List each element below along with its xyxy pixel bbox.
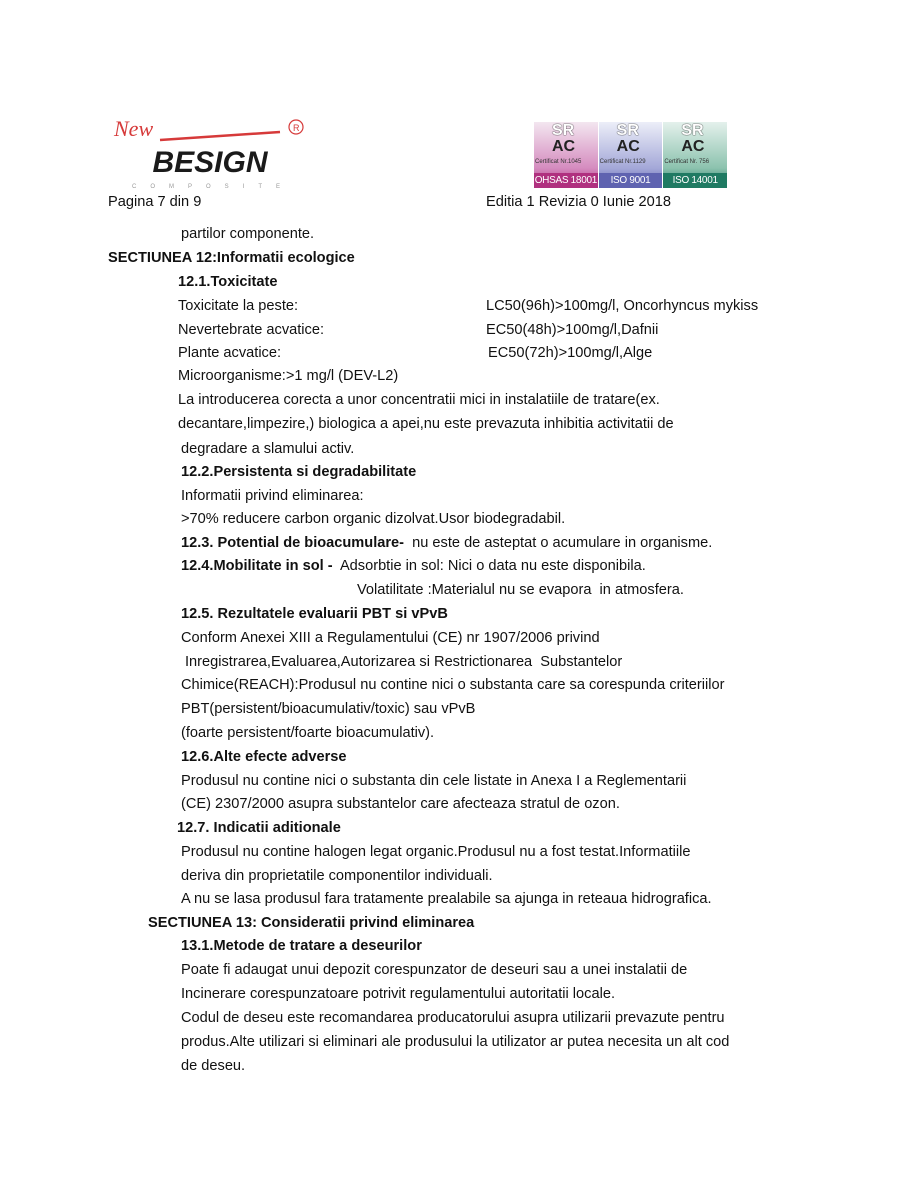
text-line: A nu se lasa produsul fara tratamente prealabile sa ajunga in reteaua hidrografica. xyxy=(181,891,712,907)
tox-value: LC50(96h)>100mg/l, Oncorhyncus mykiss xyxy=(486,298,759,314)
section-heading: SECTIUNEA 13: Consideratii privind eliminarea xyxy=(148,915,475,931)
text-line: Volatilitate :Materialul nu se evapora in atmosfera. xyxy=(357,582,684,598)
text-line: Incinerare corespunzatoare potrivit regulamentului autoritatii locale. xyxy=(181,986,615,1002)
text-line: Codul de deseu este recomandarea producatorului asupra utilizarii prevazute pentru xyxy=(181,1010,725,1026)
tox-label: Toxicitate la peste: xyxy=(178,298,299,314)
text-line: deriva din proprietatile componentilor individuali. xyxy=(181,868,493,884)
certificate-iso9001: SRAC Certificat Nr.1129 ISO 9001 xyxy=(599,122,664,188)
text-line: La introducerea corecta a unor concentratii mici in instalatiile de tratare(ex. xyxy=(178,392,660,408)
text-line: (foarte persistent/foarte bioacumulativ). xyxy=(181,725,435,741)
text-line: partilor componente. xyxy=(181,226,315,242)
text-line: Inregistrarea,Evaluarea,Autorizarea si Restrictionarea Substantelor xyxy=(185,654,623,670)
text-line: Conform Anexei XIII a Regulamentului (CE) nr 1907/2006 privind xyxy=(181,630,600,646)
svg-text:R: R xyxy=(293,123,300,133)
text-line: Informatii privind eliminarea: xyxy=(181,488,364,504)
srac-mark: SRAC xyxy=(681,122,705,155)
text-line xyxy=(181,556,646,576)
tox-value: EC50(72h)>100mg/l,Alge xyxy=(488,345,653,361)
text-line xyxy=(181,533,712,553)
subsection-heading: 13.1.Metode de tratare a deseurilor xyxy=(181,938,422,954)
section-heading: SECTIUNEA 12:Informatii ecologice xyxy=(108,250,355,266)
subsection-heading: 12.2.Persistenta si degradabilitate xyxy=(181,464,417,480)
srac-mark: SRAC xyxy=(616,122,640,155)
text: Adsorbtie in sol: Nici o data nu este disponibila. xyxy=(332,558,646,574)
certification-logos xyxy=(534,122,728,188)
text-line: Chimice(REACH):Produsul nu contine nici o substanta care sa corespunda criteriilor xyxy=(181,677,725,693)
svg-text:COMPOSITE: COMPOSITE xyxy=(132,184,295,190)
text-line: (CE) 2307/2000 asupra substantelor care afecteaza stratul de ozon. xyxy=(181,796,620,812)
subsection-heading: 12.3. Potential de bioacumulare- xyxy=(181,535,405,551)
text-line: Microorganisme:>1 mg/l (DEV-L2) xyxy=(178,368,399,384)
subsection-heading: 12.5. Rezultatele evaluarii PBT si vPvB xyxy=(181,606,448,622)
company-logo xyxy=(110,116,315,190)
text-line: Produsul nu contine nici o substanta din cele listate in Anexa I a Reglementarii xyxy=(181,773,687,789)
tox-label: Plante acvatice: xyxy=(178,345,282,361)
certificate-ohsas: SRAC Certificat Nr.1045 OHSAS 18001 xyxy=(534,122,597,186)
text-line: Produsul nu contine halogen legat organic.Produsul nu a fost testat.Informatiile xyxy=(181,844,691,860)
text: nu este de asteptat o acumulare in organisme. xyxy=(404,535,713,551)
text-line: decantare,limpezire,) biologica a apei,nu este prevazuta inhibitia activitatii de xyxy=(178,416,674,432)
text-line: Poate fi adaugat unui depozit corespunzator de deseuri sau a unei instalatii de xyxy=(181,962,688,978)
tox-label: Nevertebrate acvatice: xyxy=(178,322,325,338)
svg-text:BESIGN: BESIGN xyxy=(152,146,268,179)
subsection-heading: 12.4.Mobilitate in sol - xyxy=(181,558,333,574)
text-line: PBT(persistent/bioacumulativ/toxic) sau vPvB xyxy=(181,701,476,717)
text-line: degradare a slamului activ. xyxy=(181,441,355,457)
text-line: produs.Alte utilizari si eliminari ale produsului la utilizator ar putea necesita un alt cod xyxy=(181,1034,730,1050)
subsection-heading: 12.6.Alte efecte adverse xyxy=(181,749,347,765)
subsection-heading: 12.1.Toxicitate xyxy=(178,274,278,290)
certificate-iso14001: SRAC Certificat Nr. 756 ISO 14001 xyxy=(663,122,728,188)
text-line: de deseu. xyxy=(181,1058,246,1074)
page-number: Pagina 7 din 9 xyxy=(108,194,202,210)
text-line: >70% reducere carbon organic dizolvat.Usor biodegradabil. xyxy=(181,511,566,527)
subsection-heading: 12.7. Indicatii aditionale xyxy=(177,820,341,836)
edition-info: Editia 1 Revizia 0 Iunie 2018 xyxy=(486,194,671,210)
tox-value: EC50(48h)>100mg/l,Dafnii xyxy=(486,322,659,338)
svg-text:New: New xyxy=(114,116,154,141)
srac-mark: SRAC xyxy=(552,122,576,155)
